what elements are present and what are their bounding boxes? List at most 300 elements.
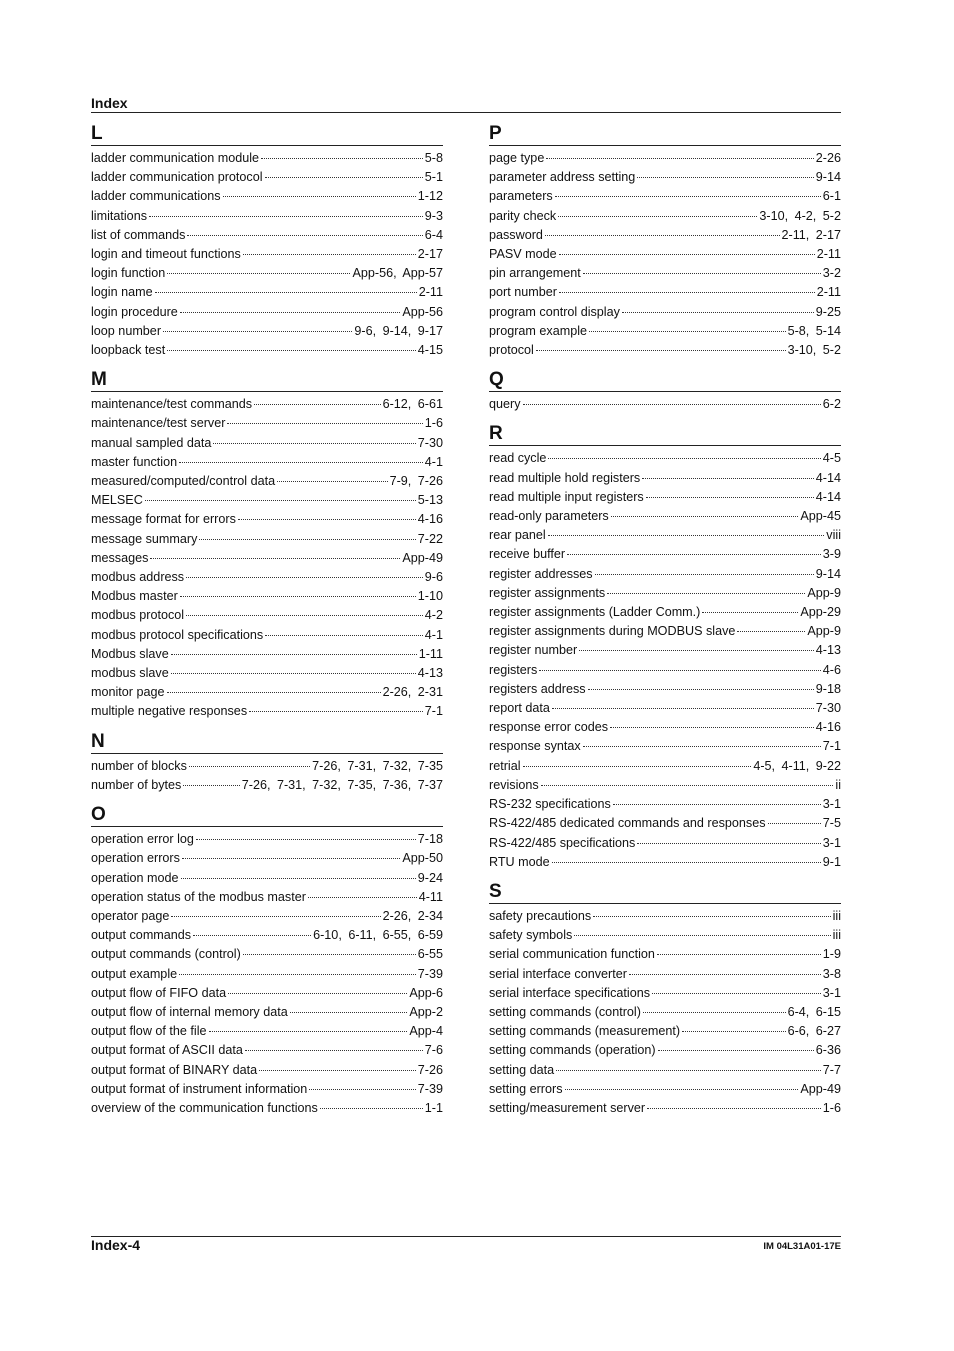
index-page-refs: 9-24 (417, 870, 443, 885)
index-page-refs: 9-25 (815, 304, 841, 319)
index-page-refs: 7-5 (822, 816, 841, 831)
index-page-refs: App-56, App-57 (352, 266, 443, 281)
index-page-refs: 3-8 (822, 966, 841, 981)
index-term: rear panel (489, 528, 546, 543)
index-entry (91, 1041, 443, 1060)
index-page-refs: ii (835, 777, 841, 792)
index-entry (489, 1003, 841, 1022)
index-page-refs: 4-14 (815, 489, 841, 504)
dot-leader (622, 312, 814, 313)
index-section (91, 123, 443, 360)
dot-leader (768, 823, 821, 824)
index-term: serial communication function (489, 947, 655, 962)
index-entry (489, 149, 841, 168)
dot-leader (309, 1089, 415, 1090)
index-term: maintenance/test server (91, 416, 226, 431)
index-term: serial interface converter (489, 966, 627, 981)
dot-leader (183, 785, 239, 786)
dot-leader (171, 673, 416, 674)
index-term: modbus protocol specifications (91, 627, 264, 642)
index-term: password (489, 227, 543, 242)
index-term: report data (489, 701, 550, 716)
dot-leader (552, 862, 821, 863)
index-page-refs: 5-8, 5-14 (787, 323, 841, 338)
index-page-refs: App-6 (409, 985, 443, 1000)
section-letter-heading: N (91, 731, 443, 754)
index-entry (91, 472, 443, 491)
index-page-refs: 9-6, 9-14, 9-17 (354, 323, 443, 338)
index-page-refs: 6-12, 6-61 (382, 397, 443, 412)
dot-leader (541, 785, 834, 786)
index-page-refs: 9-6 (424, 570, 443, 585)
index-page-refs: 3-9 (822, 547, 841, 562)
index-term: operation mode (91, 870, 179, 885)
index-entry (91, 702, 443, 721)
index-term: number of bytes (91, 777, 182, 792)
index-page-refs: 7-30 (815, 701, 841, 716)
index-section (91, 369, 443, 721)
index-term: setting commands (control) (489, 1004, 641, 1019)
index-page-refs: App-49 (800, 1081, 841, 1096)
index-page-refs: 6-55 (417, 947, 443, 962)
index-entry (489, 1022, 841, 1041)
dot-leader (245, 1050, 423, 1051)
dot-leader (555, 196, 821, 197)
dot-leader (180, 596, 416, 597)
index-term: ladder communications (91, 189, 221, 204)
index-page-refs: 4-11 (418, 889, 443, 904)
dot-leader (611, 516, 799, 517)
index-entry (489, 488, 841, 507)
index-entry (489, 965, 841, 984)
index-entry (489, 526, 841, 545)
index-entry (91, 341, 443, 360)
index-term: setting/measurement server (489, 1100, 646, 1115)
index-entry (91, 530, 443, 549)
index-page-refs: 4-13 (815, 643, 841, 658)
index-page-refs: 4-13 (417, 666, 443, 681)
dot-leader (199, 539, 415, 540)
index-term: registers (489, 662, 538, 677)
index-term: setting errors (489, 1081, 563, 1096)
dot-leader (150, 558, 400, 559)
index-page-refs: 7-26, 7-31, 7-32, 7-35 (312, 758, 443, 773)
index-entry (91, 664, 443, 683)
index-section (489, 369, 841, 414)
index-term: monitor page (91, 685, 165, 700)
index-entry (489, 834, 841, 853)
index-entry (91, 888, 443, 907)
section-letter-heading: S (489, 881, 841, 904)
index-page-refs: 9-1 (822, 854, 841, 869)
index-entry (489, 322, 841, 341)
index-page-refs: 5-13 (417, 493, 443, 508)
index-entry (91, 1061, 443, 1080)
index-term: registers address (489, 681, 586, 696)
index-page-refs: 1-6 (424, 416, 443, 431)
dot-leader (186, 615, 423, 616)
index-entry (489, 699, 841, 718)
index-entry (489, 622, 841, 641)
index-entry (489, 814, 841, 833)
index-term: response syntax (489, 739, 581, 754)
index-page-refs: 7-1 (822, 739, 841, 754)
index-term: output commands (91, 928, 192, 943)
index-page-refs: 4-1 (424, 627, 443, 642)
dot-leader (196, 839, 416, 840)
index-page-refs: 9-3 (424, 208, 443, 223)
dot-leader (642, 478, 814, 479)
index-entry (91, 491, 443, 510)
index-entry (91, 510, 443, 529)
index-entry (489, 603, 841, 622)
index-term: register assignments (Ladder Comm.) (489, 605, 701, 620)
dot-leader (548, 458, 820, 459)
index-entry (91, 568, 443, 587)
dot-leader (548, 535, 825, 536)
index-entry (91, 168, 443, 187)
dot-leader (559, 292, 815, 293)
index-term: serial interface specifications (489, 985, 650, 1000)
index-page-refs: 3-2 (822, 266, 841, 281)
index-entry (489, 449, 841, 468)
index-page-refs: 2-11 (816, 247, 841, 262)
index-entry (91, 1099, 443, 1118)
index-page-refs: 6-4 (424, 227, 443, 242)
index-term: Modbus slave (91, 646, 169, 661)
index-entry (91, 395, 443, 414)
index-entry (91, 1022, 443, 1041)
index-entry (489, 1099, 841, 1118)
index-entry (91, 453, 443, 472)
index-term: output format of instrument information (91, 1081, 308, 1096)
dot-leader (536, 350, 786, 351)
index-term: read multiple hold registers (489, 470, 641, 485)
index-page-refs: 7-1 (424, 704, 443, 719)
footer-page-label: Index-4 (91, 1237, 141, 1253)
dot-leader (583, 273, 821, 274)
index-term: login name (91, 285, 153, 300)
index-column-right (489, 123, 841, 1127)
index-entry (91, 549, 443, 568)
index-term: register addresses (489, 566, 593, 581)
index-page-refs: App-4 (409, 1024, 443, 1039)
dot-leader (556, 1070, 821, 1071)
index-term: read cycle (489, 451, 547, 466)
dot-leader (228, 993, 407, 994)
index-term: program control display (489, 304, 620, 319)
index-term: output commands (control) (91, 947, 241, 962)
index-entry (91, 245, 443, 264)
index-term: page type (489, 151, 545, 165)
dot-leader (682, 1031, 786, 1032)
index-page-refs: 2-11, 2-17 (781, 227, 841, 242)
dot-leader (171, 654, 417, 655)
index-page-refs: 6-4, 6-15 (787, 1004, 841, 1019)
index-entry (489, 341, 841, 360)
dot-leader (589, 331, 786, 332)
index-term: retrial (489, 758, 521, 773)
dot-leader (254, 404, 381, 405)
index-page-refs: viii (826, 528, 841, 543)
index-page-refs: App-9 (807, 585, 841, 600)
index-entry (489, 1080, 841, 1099)
index-page-refs: 9-14 (815, 170, 841, 185)
dot-leader (320, 1108, 423, 1109)
index-term: ladder communication protocol (91, 170, 263, 185)
dot-leader (657, 954, 821, 955)
section-letter-heading: L (91, 123, 443, 146)
index-term: read-only parameters (489, 509, 609, 524)
index-entry (489, 926, 841, 945)
index-term: PASV mode (489, 247, 557, 262)
index-entry (489, 584, 841, 603)
index-term: RTU mode (489, 854, 550, 869)
dot-leader (588, 689, 814, 690)
dot-leader (546, 158, 813, 159)
index-entry (489, 680, 841, 699)
index-page-refs: 5-1 (424, 170, 443, 185)
index-page-refs: 4-16 (417, 512, 443, 527)
dot-leader (167, 692, 381, 693)
dot-leader (583, 746, 821, 747)
dot-leader (182, 858, 400, 859)
index-term: output flow of internal memory data (91, 1004, 288, 1019)
index-page-refs: App-29 (800, 605, 841, 620)
index-entry (489, 226, 841, 245)
dot-leader (737, 631, 805, 632)
index-page-refs: 1-1 (424, 1100, 443, 1115)
dot-leader (227, 423, 422, 424)
index-term: safety precautions (489, 908, 592, 923)
index-page-refs: 9-18 (815, 681, 841, 696)
index-term: master function (91, 454, 178, 469)
index-term: output example (91, 966, 178, 981)
index-page-refs: 7-26, 7-31, 7-32, 7-35, 7-36, 7-37 (241, 777, 443, 792)
index-term: RS-232 specifications (489, 797, 611, 812)
index-term: login procedure (91, 304, 178, 319)
index-entry (91, 830, 443, 849)
section-letter-heading: P (489, 123, 841, 146)
index-entry (91, 1003, 443, 1022)
index-page-refs: 1-10 (417, 589, 443, 604)
index-page-refs: 4-14 (815, 470, 841, 485)
dot-leader (149, 216, 423, 217)
index-page-refs: App-9 (807, 624, 841, 639)
section-letter-heading: O (91, 804, 443, 827)
index-page-refs: iii (832, 908, 841, 923)
index-section (489, 123, 841, 360)
dot-leader (658, 1050, 814, 1051)
dot-leader (277, 481, 387, 482)
index-section (489, 881, 841, 1118)
index-term: operation status of the modbus master (91, 889, 306, 904)
index-entry (91, 414, 443, 433)
index-entry (489, 469, 841, 488)
index-term: response error codes (489, 720, 609, 735)
index-entry (91, 187, 443, 206)
index-page-refs: 2-17 (417, 247, 443, 262)
index-entry (91, 626, 443, 645)
index-term: message format for errors (91, 512, 236, 527)
section-letter-heading: M (91, 369, 443, 392)
index-page-refs: 6-1 (822, 189, 841, 204)
index-page-refs: 7-39 (417, 966, 443, 981)
index-entry (91, 606, 443, 625)
index-term: manual sampled data (91, 435, 212, 450)
section-letter-heading: Q (489, 369, 841, 392)
index-entry (91, 645, 443, 664)
index-entry (489, 565, 841, 584)
index-term: limitations (91, 208, 147, 223)
index-page-refs: 3-10, 4-2, 5-2 (759, 208, 841, 223)
index-entry (91, 926, 443, 945)
index-entry (489, 776, 841, 795)
index-term: modbus slave (91, 666, 169, 681)
dot-leader (567, 554, 821, 555)
index-term: register assignments during MODBUS slave (489, 624, 736, 639)
index-page-refs: 7-6 (424, 1043, 443, 1058)
dot-leader (579, 650, 814, 651)
index-page-refs: 6-6, 6-27 (787, 1024, 841, 1039)
dot-leader (552, 708, 814, 709)
dot-leader (261, 158, 423, 159)
dot-leader (209, 1031, 408, 1032)
index-term: output flow of the file (91, 1024, 207, 1039)
index-page-refs: 7-18 (417, 832, 443, 847)
index-term: program example (489, 323, 587, 338)
dot-leader (181, 878, 416, 879)
index-term: login function (91, 266, 166, 281)
index-page-refs: 7-9, 7-26 (389, 474, 443, 489)
index-term: loop number (91, 323, 162, 338)
index-entry (91, 965, 443, 984)
index-term: output flow of FIFO data (91, 985, 227, 1000)
dot-leader (167, 350, 416, 351)
index-page-refs: 6-2 (822, 397, 841, 412)
index-entry (489, 395, 841, 414)
index-entry (91, 207, 443, 226)
index-page-refs: 4-2 (424, 608, 443, 623)
index-term: operation error log (91, 832, 194, 847)
dot-leader (265, 177, 423, 178)
dot-leader (243, 954, 416, 955)
index-term: setting data (489, 1062, 555, 1077)
index-term: parity check (489, 208, 557, 223)
index-term: output format of BINARY data (91, 1062, 258, 1077)
index-entry (91, 945, 443, 964)
index-page-refs: 1-9 (822, 947, 841, 962)
index-term: setting commands (measurement) (489, 1024, 681, 1039)
index-entry (91, 283, 443, 302)
index-entry (489, 757, 841, 776)
index-term: protocol (489, 343, 534, 358)
index-term: register assignments (489, 585, 606, 600)
index-section (91, 804, 443, 1118)
dot-leader (189, 766, 310, 767)
index-page-refs: 1-6 (822, 1100, 841, 1115)
dot-leader (187, 235, 422, 236)
index-term: safety symbols (489, 928, 573, 943)
index-page-refs: 7-22 (417, 531, 443, 546)
index-entry (489, 641, 841, 660)
index-entry (91, 322, 443, 341)
index-entry (91, 984, 443, 1003)
index-page-refs: 7-30 (417, 435, 443, 450)
index-page-refs: 4-5, 4-11, 9-22 (753, 758, 841, 773)
index-page-refs: 4-5 (822, 451, 841, 466)
index-entry (489, 853, 841, 872)
index-term: measured/computed/control data (91, 474, 276, 489)
dot-leader (259, 1070, 416, 1071)
index-term: register number (489, 643, 578, 658)
index-entry (489, 168, 841, 187)
dot-leader (290, 1012, 408, 1013)
index-page-refs: 7-39 (417, 1081, 443, 1096)
index-term: pin arrangement (489, 266, 581, 281)
index-entry (91, 683, 443, 702)
index-term: query (489, 397, 521, 412)
index-entry (489, 507, 841, 526)
dot-leader (637, 843, 820, 844)
index-entry (91, 907, 443, 926)
dot-leader (238, 519, 416, 520)
index-entry (489, 907, 841, 926)
index-entry (489, 737, 841, 756)
index-term: loopback test (91, 343, 166, 358)
index-term: MELSEC (91, 493, 143, 508)
index-page-refs: 7-7 (822, 1062, 841, 1077)
index-page-refs: 6-36 (815, 1043, 841, 1058)
dot-leader (637, 177, 813, 178)
index-page-refs: iii (832, 928, 841, 943)
dot-leader (213, 443, 415, 444)
dot-leader (646, 497, 814, 498)
index-term: overview of the communication functions (91, 1100, 318, 1115)
index-page-refs: 2-26, 2-31 (382, 685, 443, 700)
dot-leader (629, 974, 821, 975)
dot-leader (647, 1108, 821, 1109)
index-page-refs: App-49 (402, 550, 443, 565)
index-page-refs: App-45 (800, 509, 841, 524)
dot-leader (593, 916, 830, 917)
index-page-refs: 1-12 (417, 189, 443, 204)
index-term: maintenance/test commands (91, 397, 253, 412)
index-term: login and timeout functions (91, 247, 241, 262)
dot-leader (523, 404, 821, 405)
dot-leader (265, 635, 423, 636)
dot-leader (179, 462, 423, 463)
index-term: number of blocks (91, 758, 187, 773)
index-page-refs: 4-1 (424, 454, 443, 469)
index-entry (489, 795, 841, 814)
dot-leader (610, 727, 814, 728)
index-term: read multiple input registers (489, 489, 644, 504)
index-page-refs: 3-10, 5-2 (787, 343, 841, 358)
index-term: modbus address (91, 570, 185, 585)
dot-leader (167, 273, 350, 274)
index-page-refs: 3-1 (822, 985, 841, 1000)
index-term: parameter address setting (489, 170, 636, 185)
index-term: message summary (91, 531, 198, 546)
index-entry (91, 434, 443, 453)
index-entry (489, 207, 841, 226)
index-entry (91, 303, 443, 322)
index-page-refs: 2-26, 2-34 (382, 908, 443, 923)
index-entry (91, 149, 443, 168)
index-page-refs: 2-26 (815, 151, 841, 165)
index-term: operator page (91, 908, 170, 923)
